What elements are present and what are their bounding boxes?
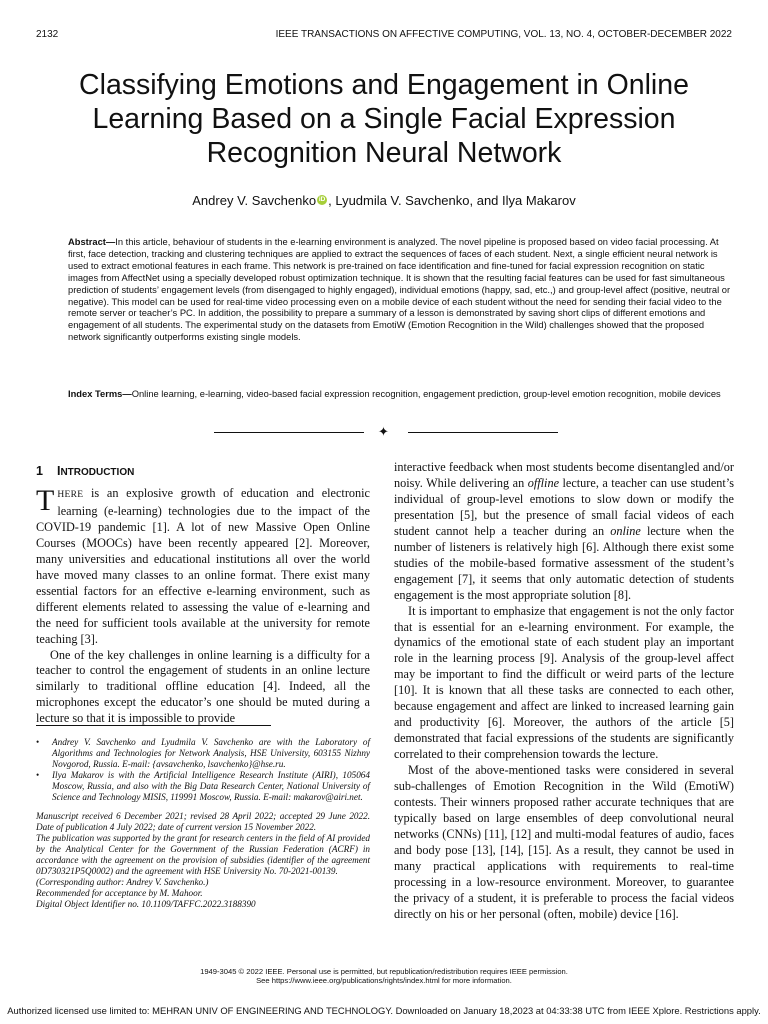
affiliation-text: Ilya Makarov is with the Artificial Intelligence Research Institute (AIRI), 105064 Moscow, Russia, and also with the Big Data Research Center, National University of Science and Technology MISIS, 119991 Moscow, Russia. E-mail: makarov@airi.net. xyxy=(52,770,370,803)
emphasis-text: offline xyxy=(527,475,560,490)
index-terms xyxy=(68,389,734,401)
affiliation-note xyxy=(36,770,370,803)
doi: Digital Object Identifier no. 10.1109/TAFFC.2022.3188390 xyxy=(36,899,256,910)
paragraph: One of the key challenges in online learning is a difficulty for a teacher to control the engagement of students in an online lecture similarly to traditional offline education [4]. Indeed, all the microphones except the educator’s one should be muted during a lecture so that it is impossible to provide xyxy=(36,647,370,726)
affiliation-note xyxy=(36,737,370,770)
orcid-icon[interactable]: iD xyxy=(318,196,326,203)
small-caps-text: HERE xyxy=(57,490,84,500)
divider-line-left xyxy=(214,432,364,433)
section-divider xyxy=(214,424,558,440)
section-title-rest: NTRODUCTION xyxy=(60,467,135,478)
emphasis-text: online xyxy=(610,523,641,538)
index-terms-text: Online learning, e-learning, video-based facial expression recognition, engagement prediction, group-level emotion recognition, mobile devices xyxy=(131,389,721,399)
copyright-footer xyxy=(0,967,768,986)
author-list xyxy=(0,193,768,208)
corresponding-author: (Corresponding author: Andrey V. Savchenko.) xyxy=(36,877,209,888)
title-line: Classifying Emotions and Engagement in Online xyxy=(79,69,689,101)
title-line: Learning Based on a Single Facial Expression xyxy=(92,103,676,135)
abstract-label: Abstract— xyxy=(68,237,116,247)
bullet-icon: • xyxy=(36,770,40,781)
abstract xyxy=(68,237,732,344)
manuscript-notes xyxy=(36,811,370,911)
title-line: Recognition Neural Network xyxy=(206,137,562,169)
author-name: Andrey V. Savchenko xyxy=(192,193,317,208)
license-notice: Authorized licensed use limited to: MEHRAN UNIV OF ENGINEERING AND TECHNOLOGY. Downloaded on January 18,2023 at 04:33:38 UTC from IEEE Xplore. Restrictions apply. xyxy=(7,1005,761,1016)
paragraph: Most of the above-mentioned tasks were considered in several sub-challenges of Emotion Recognition in the Wild (EmotiW) contests. Their winners proposed rather accurate techniques that are typically based on large ensembles of deep convolutional neural networks (CNNs) [11], [12] and multi-modal features of audio, faces and body pose [13], [14], [15]. As a result, they cannot be used in many practical applications with requirements to real-time processing in a low-resource environment. Moreover, to guarantee the privacy of a student, it is preferable to process the facial videos directly on his or her personal (often, mobile) device [16]. xyxy=(394,763,734,921)
paragraph-text: lecture, a teacher can use student’s individual of group-level emotions to slow down or modify the presentation [5], but the presence of small facial videos of each student cannot help a teacher during an xyxy=(394,475,734,538)
paragraph-text: interactive feedback when most students become disentangled and/or noisy. While delivering an xyxy=(394,460,734,490)
paragraph xyxy=(36,486,370,648)
paragraph-text: lecture when the number of listeners is relatively high [6]. Although there exist some studies of the mobile-based formative assessment of the student’s engagement [7], it seems that only automatic detection of students engagement is the most appropriate solution [8]. xyxy=(394,523,735,602)
paragraph: It is important to emphasize that engagement is not the only factor that is essential for an e-learning environment. For example, the dynamics of the emotional state of each student play an important role in the learning process [9]. Analysis of the group-level affect may be important to find the difficult or weird parts of the lecture [10]. It is known that all these tasks are connected to each other, because engagement and affect are linked to increased learning gain and productivity [6]. Moreover, the authors of the article [5] demonstrated that facial expressions of the students are significantly correlated to their comprehension towards the lecture. xyxy=(394,603,734,762)
section-number: 1 xyxy=(36,464,43,478)
right-column-body xyxy=(394,460,734,923)
affiliation-text: Andrey V. Savchenko and Lyudmila V. Savchenko are with the Laboratory of Algorithms and Technologies for Network Analysis, HSE University, 603155 Nizhny Novgorod, Russia. E-mail: {avsavchenko, lsavchenko}@hse.ru. xyxy=(52,737,370,770)
index-terms-label: Index Terms— xyxy=(68,389,132,399)
manuscript-dates: Manuscript received 6 December 2021; revised 28 April 2022; accepted 29 June 2022. Date of publication 4 July 2022; date of current version 15 November 2022. xyxy=(36,810,370,832)
footnotes xyxy=(36,737,370,910)
section-title-initial: I xyxy=(56,464,61,478)
recommended-by: Recommended for acceptance by M. Mahoor. xyxy=(36,888,203,899)
paper-title xyxy=(20,68,748,170)
footnote-rule xyxy=(36,725,271,726)
left-column-body xyxy=(36,486,370,727)
divider-line-right xyxy=(408,432,558,433)
funding-note: The publication was supported by the grant for research centers in the field of AI provided by the Analytical Center for the Government of the Russian Federation (ACRF) in accordance with the agreement on the provision of subsidies (identifier of the agreement 0D730321P5Q0002) and the agreement with HSE University No. 70-2021-00139. xyxy=(36,832,370,877)
copyright-line: 1949-3045 © 2022 IEEE. Personal use is permitted, but republication/redistribution requires IEEE permission. xyxy=(200,967,568,976)
divider-star-icon: ✦ xyxy=(378,424,389,439)
bullet-icon: • xyxy=(36,737,40,747)
page-number: 2132 xyxy=(36,29,59,40)
paragraph xyxy=(394,460,734,604)
rights-link-line: See https://www.ieee.org/publications/rights/index.html for more information. xyxy=(256,976,512,986)
drop-cap: T xyxy=(36,484,55,517)
paragraph-text: is an explosive growth of education and electronic learning (e-learning) technologies due to the impact of the COVID-19 pandemic [1]. A lot of new Massive Open Online Courses (MOOCs) have been recently appeared [2]. Moreover, many universities and educational institutions all over the world have moved many classes to an online format. There exist many essential factors for an effective e-learning environment, such as different elements related to assessing the value of e-learning and the need for sufficient tools available at the university for remote teaching [3]. xyxy=(36,486,370,646)
abstract-text: In this article, behaviour of students in the e-learning environment is analyzed. The novel pipeline is proposed based on video facial processing. At first, face detection, tracking and clustering techniques are applied to extract the sequences of faces of each student. Next, a single efficient neural network is used to extract emotional features in each frame. This network is pre-trained on face identification and fine-tuned for facial expression recognition on static images from AffectNet using a specially developed robust optimization technique. It is shown that the resulting facial features can be used for fast simultaneous prediction of students’ engagement levels (from disengaged to highly engaged), individual emotions (happy, sad, etc.,) and group-level affect (positive, neutral or negative). This model can be used for real-time video processing even on a mobile device of each student without the need for sending their facial video to the remote server or teacher’s PC. In addition, the possibility to prepare a summary of a lesson is demonstrated by saving short clips of different emotions and engagement of all students. The experimental study on the datasets from EmotiW (Emotion Recognition in the Wild) challenges showed that the proposed network significantly outperforms existing single models. xyxy=(68,237,731,343)
author-names-rest: , Lyudmila V. Savchenko, and Ilya Makarov xyxy=(328,193,576,208)
section-heading xyxy=(36,464,134,478)
journal-header: IEEE TRANSACTIONS ON AFFECTIVE COMPUTING, VOL. 13, NO. 4, OCTOBER-DECEMBER 2022 xyxy=(275,29,732,40)
